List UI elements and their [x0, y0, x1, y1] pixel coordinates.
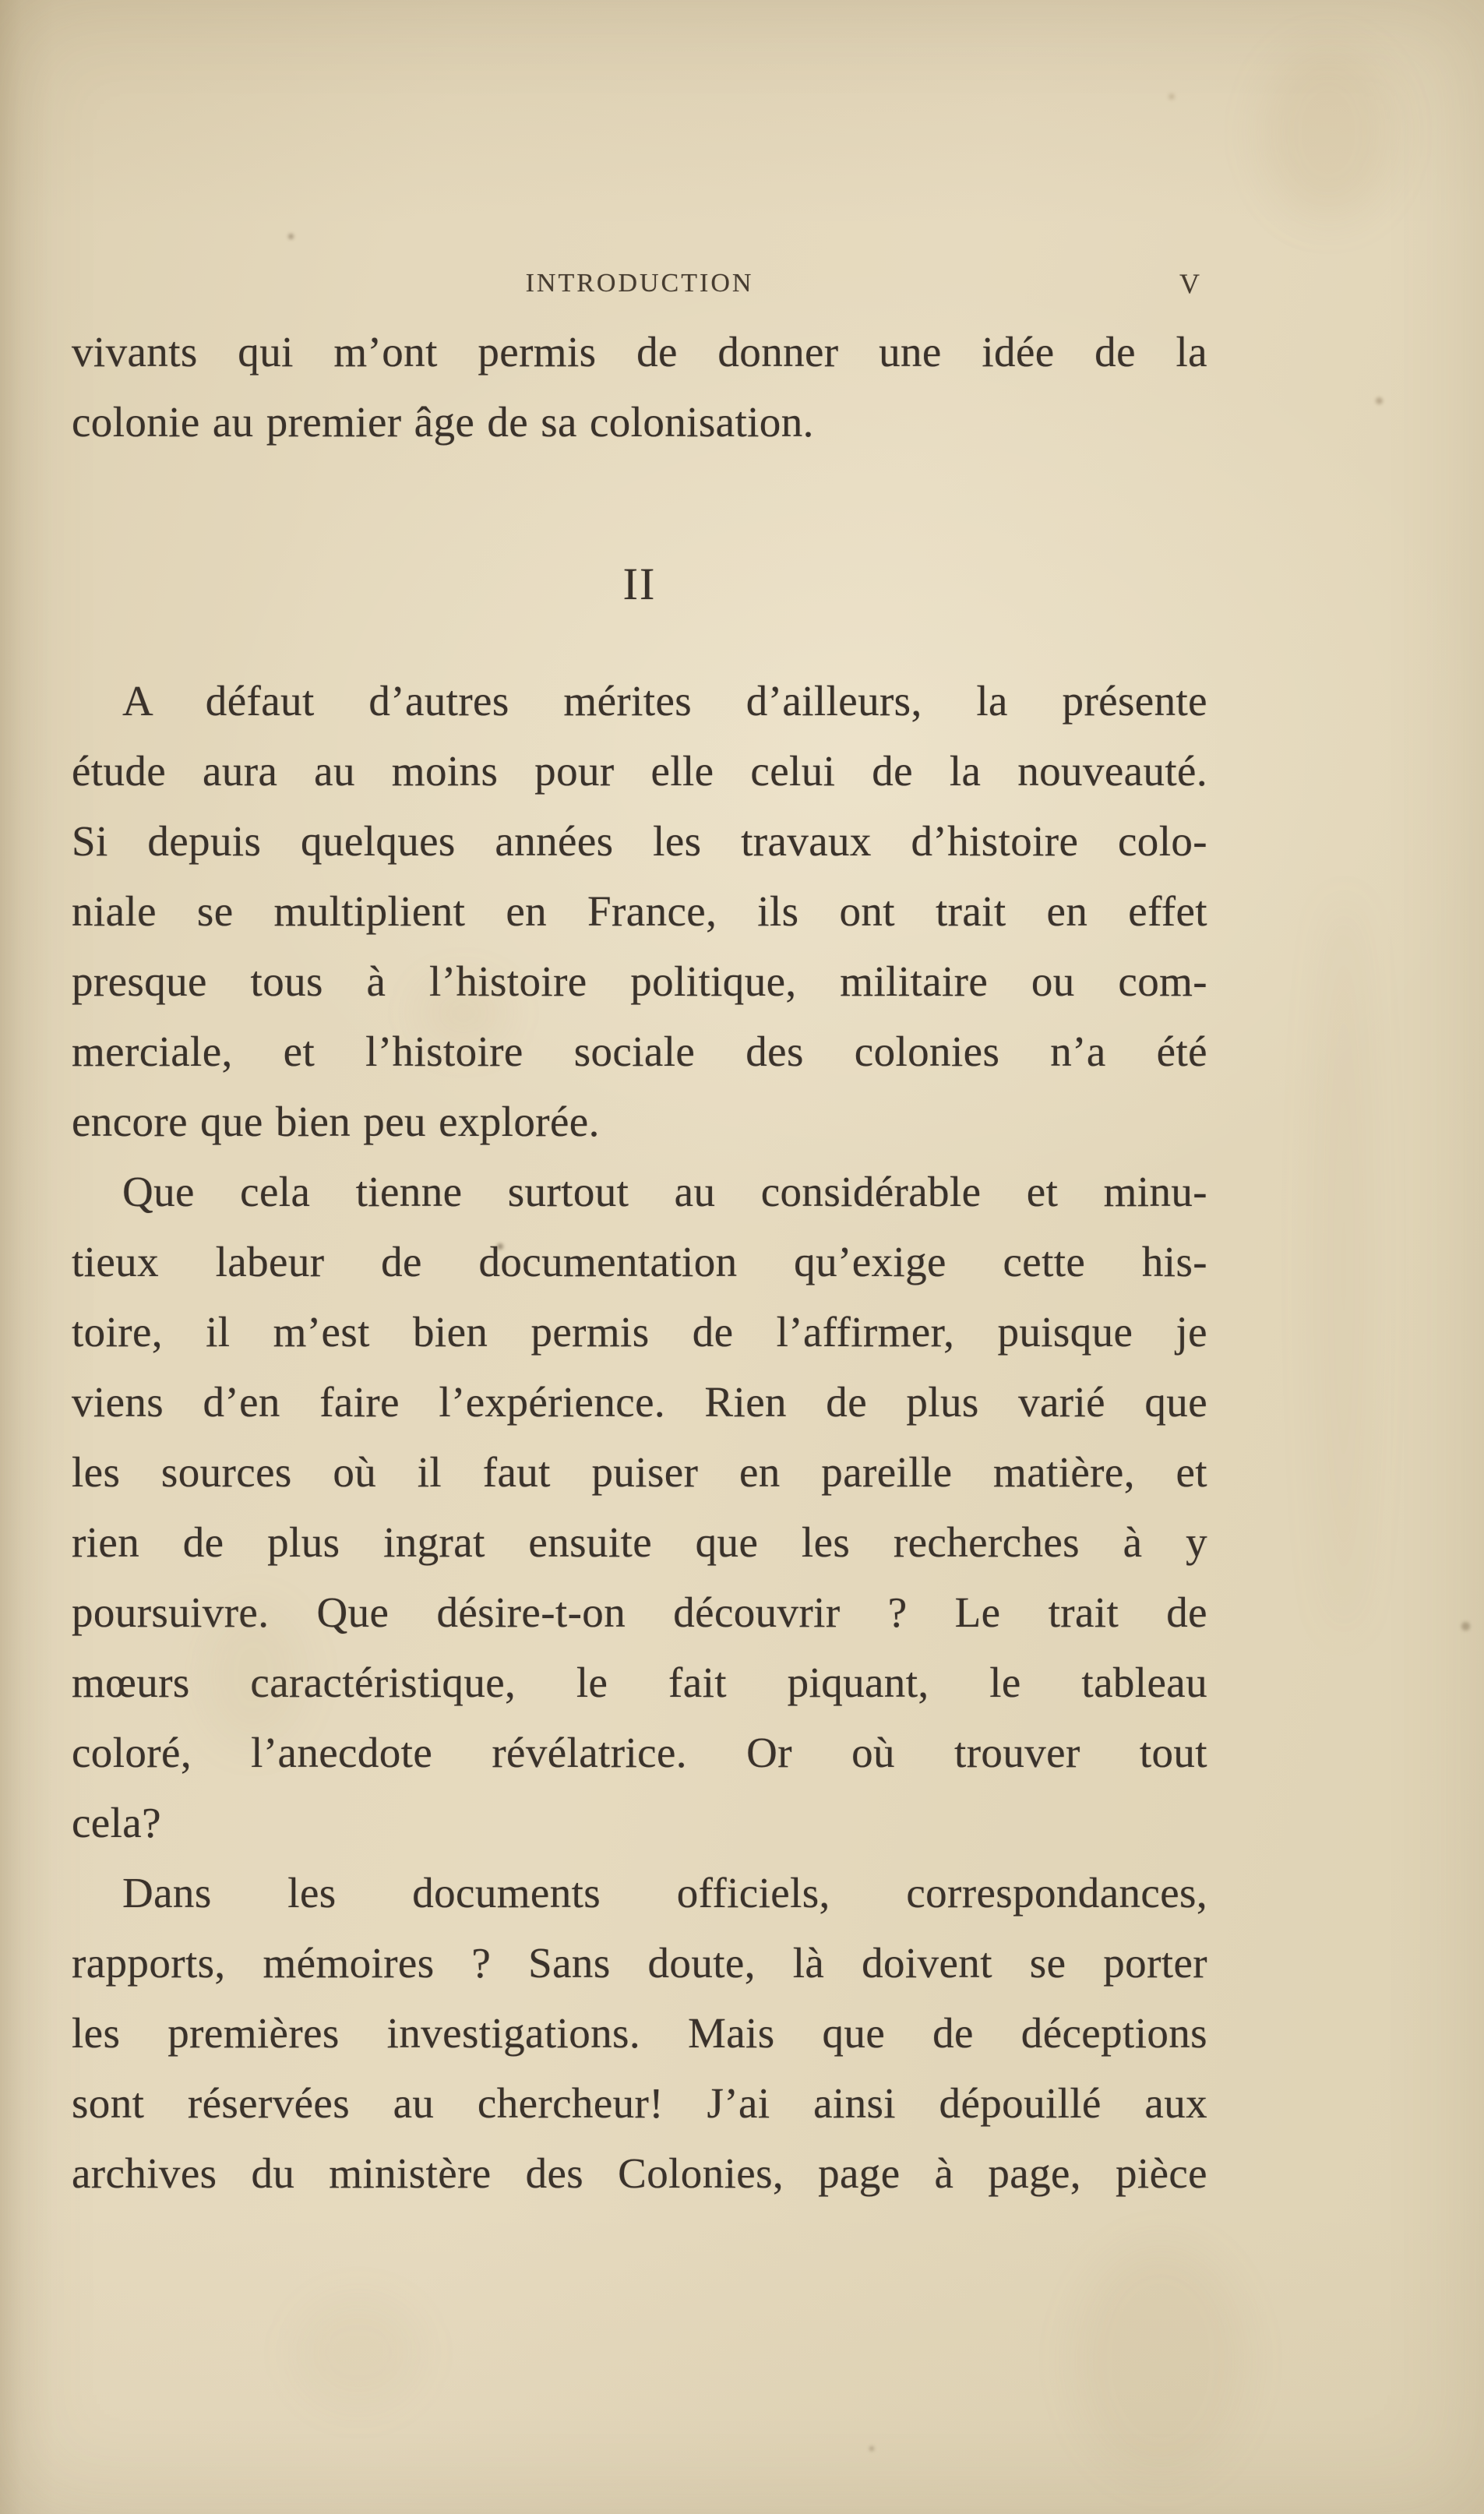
text-line: archives du ministère des Colonies, page à page, pièce [72, 2149, 1207, 2197]
text-line: A défaut d’autres mérites d’ailleurs, la présente [122, 677, 1207, 725]
text-line: étude aura au moins pour elle celui de la nouveauté. [72, 747, 1207, 795]
text-line: poursuivre. Que désire-t-on découvrir ? Le trait de [72, 1588, 1207, 1636]
section-heading: II [622, 559, 657, 609]
text-line: colonie au premier âge de sa colonisation. [72, 398, 814, 446]
paper-stain [1317, 896, 1371, 1636]
text-line: les premières investigations. Mais que de déceptions [72, 2009, 1207, 2057]
paragraph [72, 666, 1207, 1157]
paragraph-continuation [72, 317, 1207, 457]
text-line: sont réservées au chercheur! J’ai ainsi dépouillé aux [72, 2079, 1207, 2127]
text-line: toire, il m’est bien permis de l’affirmer, puisque je [72, 1308, 1207, 1356]
paper-stain [1075, 2244, 1246, 2477]
paper-speck [1461, 1622, 1470, 1631]
text-line: niale se multiplient en France, ils ont trait en effet [72, 887, 1207, 935]
paragraph [72, 1157, 1207, 1858]
paper-speck [1169, 93, 1175, 100]
text-line: mœurs caractéristique, le fait piquant, le tableau [72, 1659, 1207, 1706]
paragraph [72, 1858, 1207, 2209]
text-line: coloré, l’anecdote révélatrice. Or où trouver tout [72, 1729, 1207, 1776]
text-line: cela? [72, 1799, 161, 1846]
text-line: rien de plus ingrat ensuite que les recherches à y [72, 1518, 1207, 1566]
text-line: les sources où il faut puiser en pareille matière, et [72, 1448, 1207, 1496]
paper-speck [869, 2446, 874, 2451]
paper-stain [1262, 47, 1394, 218]
header-title: INTRODUCTION [525, 269, 754, 298]
text-line: vivants qui m’ont permis de donner une idée de la [72, 328, 1207, 376]
text-line: presque tous à l’histoire politique, militaire ou com- [72, 957, 1207, 1005]
text-line: Que cela tienne surtout au considérable et minu- [122, 1168, 1207, 1215]
running-header [72, 263, 1207, 304]
text-line: encore que bien peu explorée. [72, 1098, 600, 1145]
text-line: viens d’en faire l’expérience. Rien de plus varié que [72, 1378, 1207, 1426]
paper-stain [296, 2298, 421, 2407]
text-column [72, 317, 1207, 2209]
text-line: Si depuis quelques années les travaux d’histoire colo- [72, 817, 1207, 865]
text-line: Dans les documents officiels, correspondances, [122, 1869, 1207, 1916]
text-line: rapports, mémoires ? Sans doute, là doivent se porter [72, 1939, 1207, 1987]
text-line: merciale, et l’histoire sociale des colonies n’a été [72, 1028, 1207, 1075]
text-line: tieux labeur de documentation qu’exige cette his- [72, 1238, 1207, 1285]
paper-speck [288, 234, 294, 239]
paper-speck [1376, 397, 1383, 404]
page-number: V [1179, 268, 1200, 299]
